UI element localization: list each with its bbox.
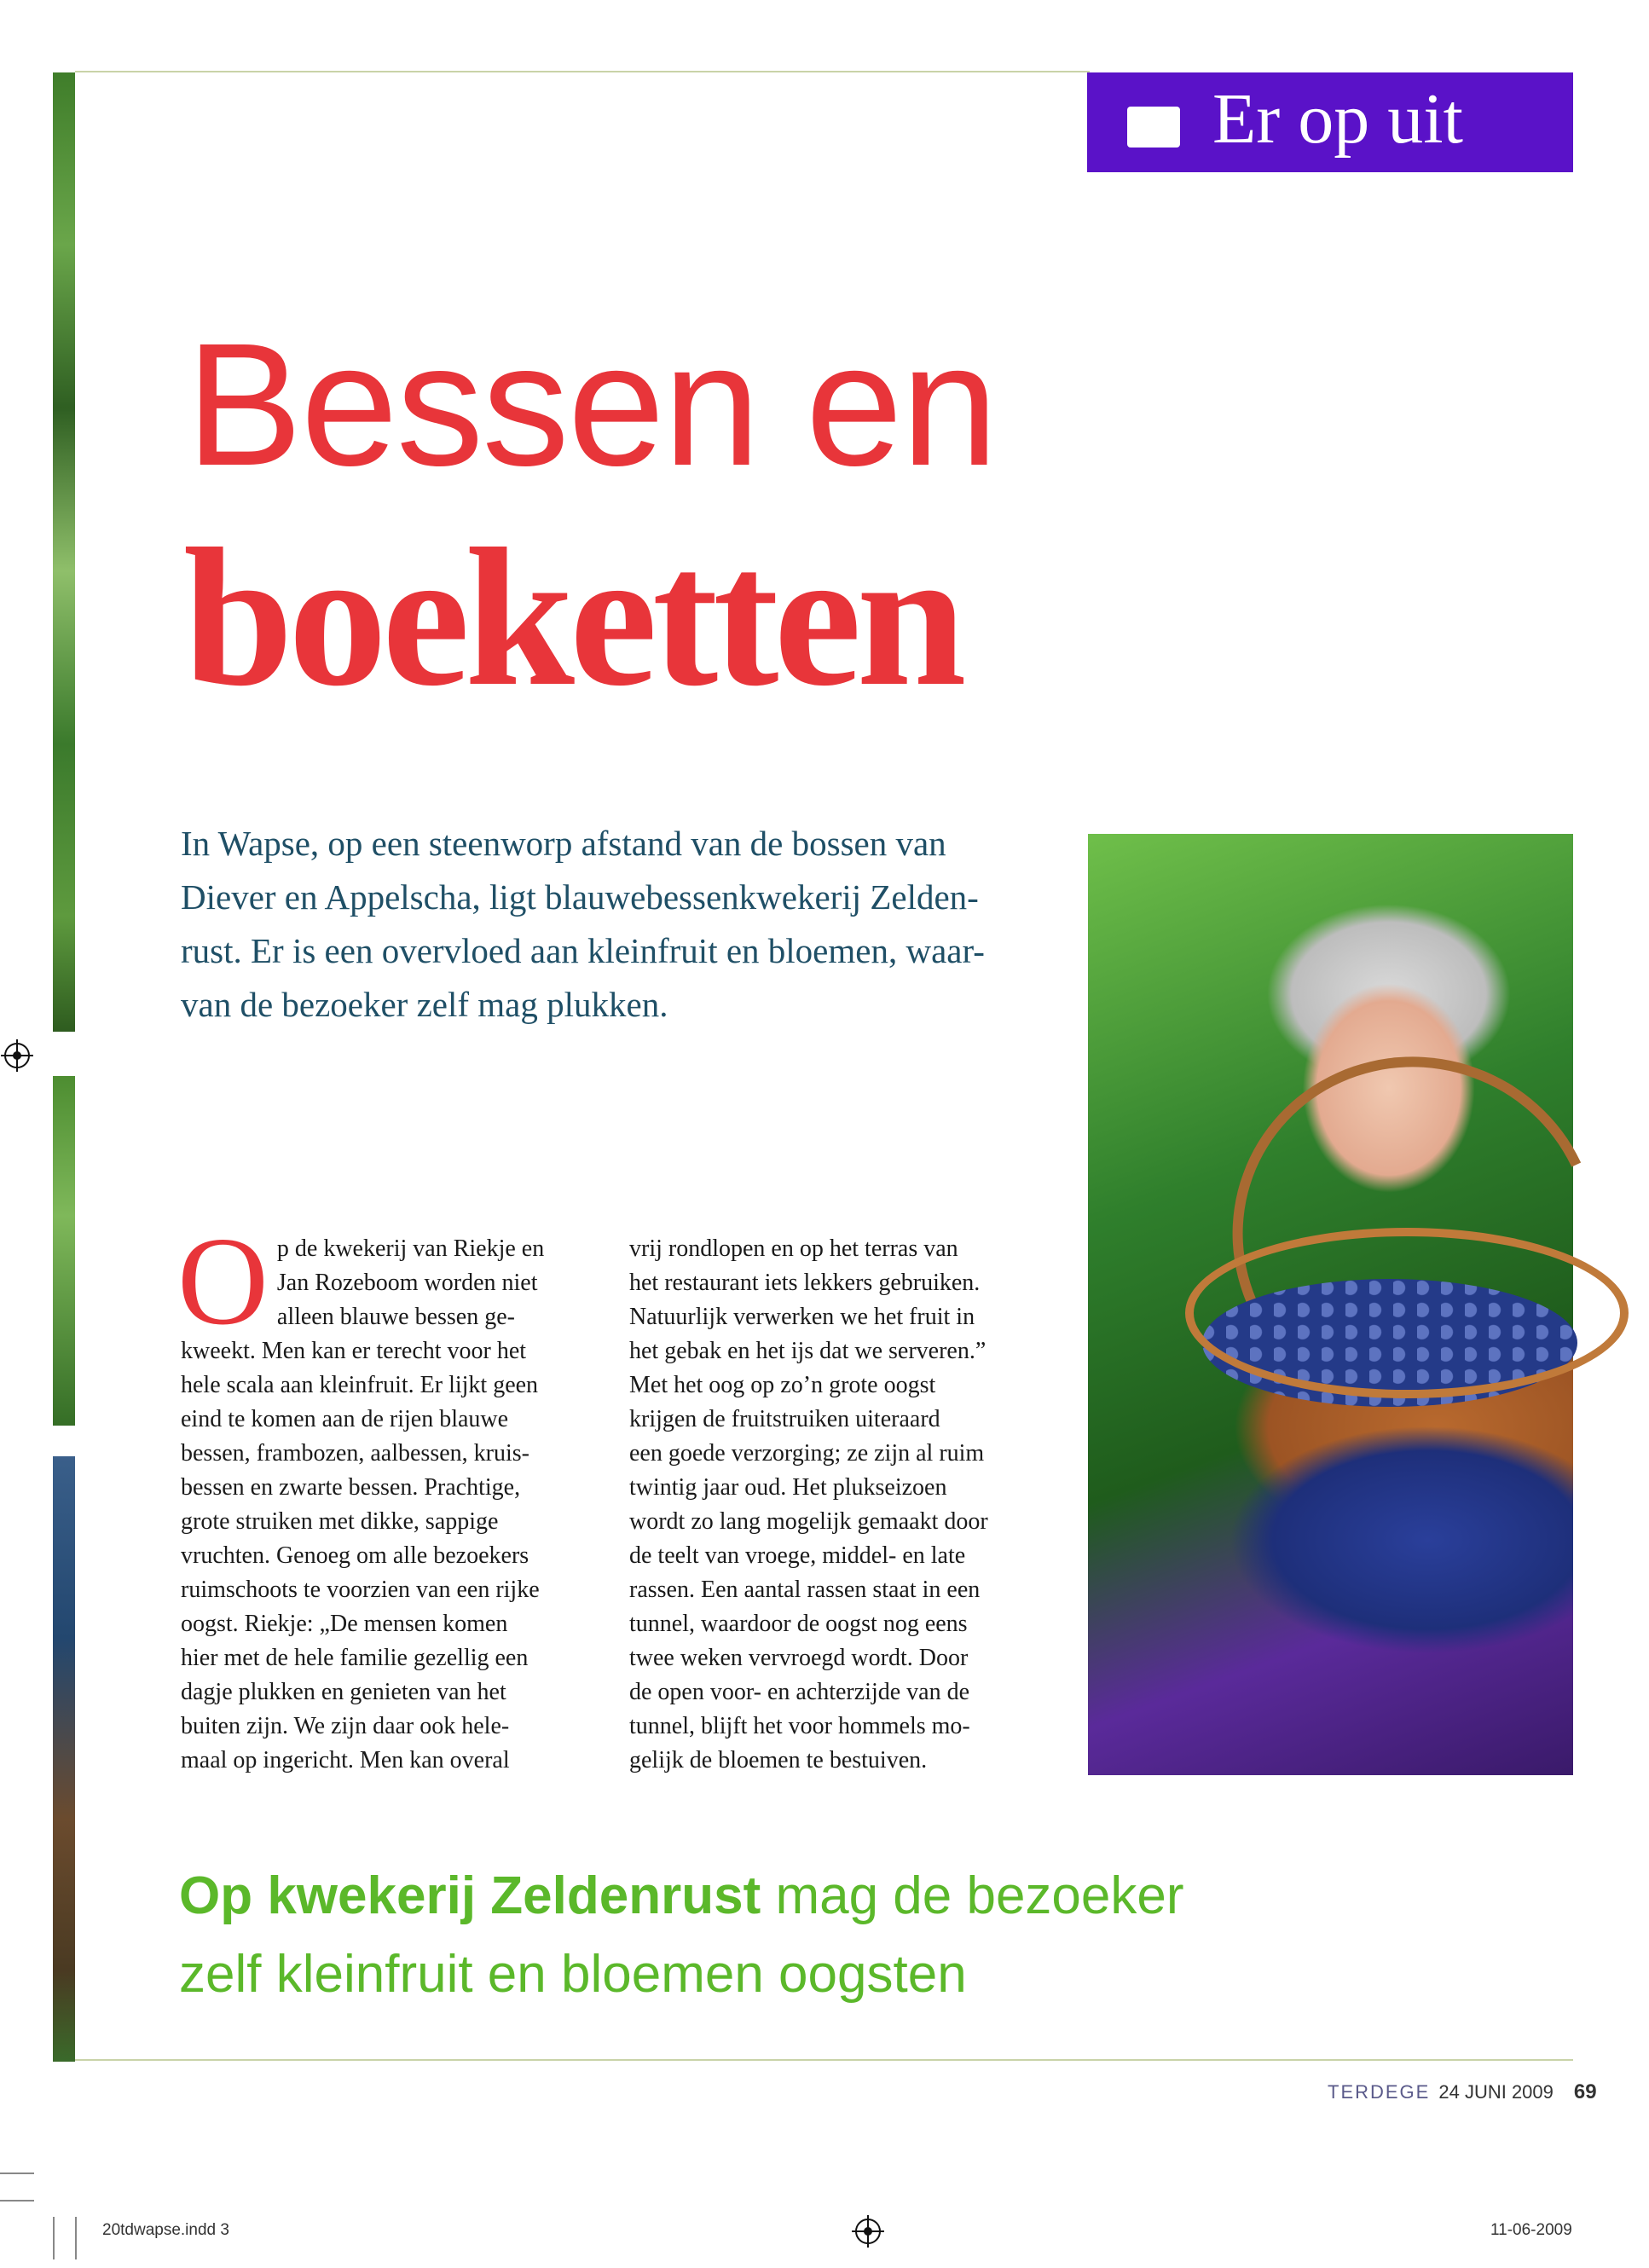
body-line: dagje plukken en genieten van het: [181, 1679, 506, 1705]
body-line: hele scala aan kleinfruit. Er lijkt geen: [181, 1372, 539, 1398]
folio: [1328, 2080, 1597, 2104]
body-line: twintig jaar oud. Het plukseizoen: [629, 1474, 947, 1501]
body-line: kweekt. Men kan er terecht voor het: [181, 1338, 527, 1364]
body-line: vruchten. Genoeg om alle bezoekers: [181, 1542, 529, 1569]
body-line: alleen blauwe bessen ge-: [276, 1304, 515, 1330]
body-line: rassen. Een aantal rassen staat in een: [629, 1577, 981, 1603]
pull-quote-text: mag de bezoeker: [761, 1866, 1184, 1925]
body-line: Met het oog op zo’n grote oogst: [629, 1372, 936, 1398]
body-line: hier met de hele familie gezellig een: [181, 1645, 529, 1671]
body-line: p de kwekerij van Riekje en: [276, 1235, 545, 1262]
body-line: tunnel, blijft het voor hommels mo-: [629, 1713, 970, 1739]
section-label: Er op uit: [1212, 79, 1463, 159]
square-icon: [1127, 107, 1180, 148]
intro-paragraph: [181, 817, 1050, 1032]
body-line: twee weken vervroegd wordt. Door: [629, 1645, 969, 1671]
drop-cap: O: [177, 1212, 269, 1351]
intro-line: rust. Er is een overvloed aan kleinfruit en bloemen, waar-: [181, 931, 985, 970]
body-line: buiten zijn. We zijn daar ook hele-: [181, 1713, 510, 1739]
body-line: de open voor- en achterzijde van de: [629, 1679, 970, 1705]
frame-rule-top: [75, 71, 1090, 72]
page-number: 69: [1573, 2080, 1597, 2103]
intro-line: van de bezoeker zelf mag plukken.: [181, 985, 668, 1024]
pull-quote-bold: Op kwekerij Zeldenrust: [179, 1866, 761, 1925]
headline-line-1: Bessen en: [186, 307, 997, 502]
magazine-name: TERDEGE: [1328, 2081, 1431, 2103]
body-line: Natuurlijk verwerken we het fruit in: [629, 1304, 975, 1330]
intro-line: In Wapse, op een steenworp afstand van de bossen van: [181, 824, 946, 863]
body-line: tunnel, waardoor de oogst nog eens: [629, 1611, 968, 1637]
body-line: de teelt van vroege, middel- en late: [629, 1542, 966, 1569]
registration-mark-icon: [4, 1043, 30, 1068]
intro-line: Diever en Appelscha, ligt blauwebessenkwekerij Zelden-: [181, 877, 979, 917]
body-line: krijgen de fruitstruiken uiteraard: [629, 1406, 940, 1432]
body-line: ruimschoots te voorzien van een rijke: [181, 1577, 540, 1603]
slug-filename: 20tdwapse.indd 3: [102, 2221, 229, 2239]
left-photo-strip-middle: [53, 1076, 75, 1426]
body-line: wordt zo lang mogelijk gemaakt door: [629, 1508, 988, 1535]
frame-rule-bottom: [75, 2059, 1573, 2061]
body-line: een goede verzorging; ze zijn al ruim: [629, 1440, 985, 1467]
body-column-1: [177, 1212, 590, 1778]
body-line: maal op ingericht. Men kan overal: [181, 1747, 510, 1773]
body-line: Jan Rozeboom worden niet: [276, 1270, 538, 1296]
issue-date: 24 JUNI 2009: [1438, 2081, 1554, 2103]
crop-mark: [0, 2173, 34, 2174]
body-line: het gebak en het ijs dat we serveren.”: [629, 1338, 987, 1364]
pull-quote: [179, 1857, 1373, 2014]
crop-mark: [53, 2217, 55, 2259]
registration-mark-icon: [855, 2219, 881, 2244]
body-line: bessen, frambozen, aalbessen, kruis-: [181, 1440, 529, 1467]
left-photo-strip-top: [53, 72, 75, 1032]
body-line: bessen en zwarte bessen. Prachtige,: [181, 1474, 521, 1501]
body-column-2: [629, 1232, 1056, 1778]
body-line: oogst. Riekje: „De mensen komen: [181, 1611, 508, 1637]
body-line: het restaurant iets lekkers gebruiken.: [629, 1270, 981, 1296]
pull-quote-line-2: zelf kleinfruit en bloemen oogsten: [179, 1945, 967, 2004]
body-line: gelijk de bloemen te bestuiven.: [629, 1747, 928, 1773]
crop-mark: [0, 2200, 34, 2201]
body-line: grote struiken met dikke, sappige: [181, 1508, 499, 1535]
headline-line-2: boeketten: [183, 508, 962, 727]
left-photo-strip-bottom: [53, 1456, 75, 2062]
body-line: vrij rondlopen en op het terras van: [629, 1235, 958, 1262]
body-line: eind te komen aan de rijen blauwe: [181, 1406, 509, 1432]
slug-date: 11-06-2009: [1490, 2221, 1572, 2239]
crop-mark: [75, 2217, 77, 2259]
basket-rim: [1185, 1228, 1629, 1398]
